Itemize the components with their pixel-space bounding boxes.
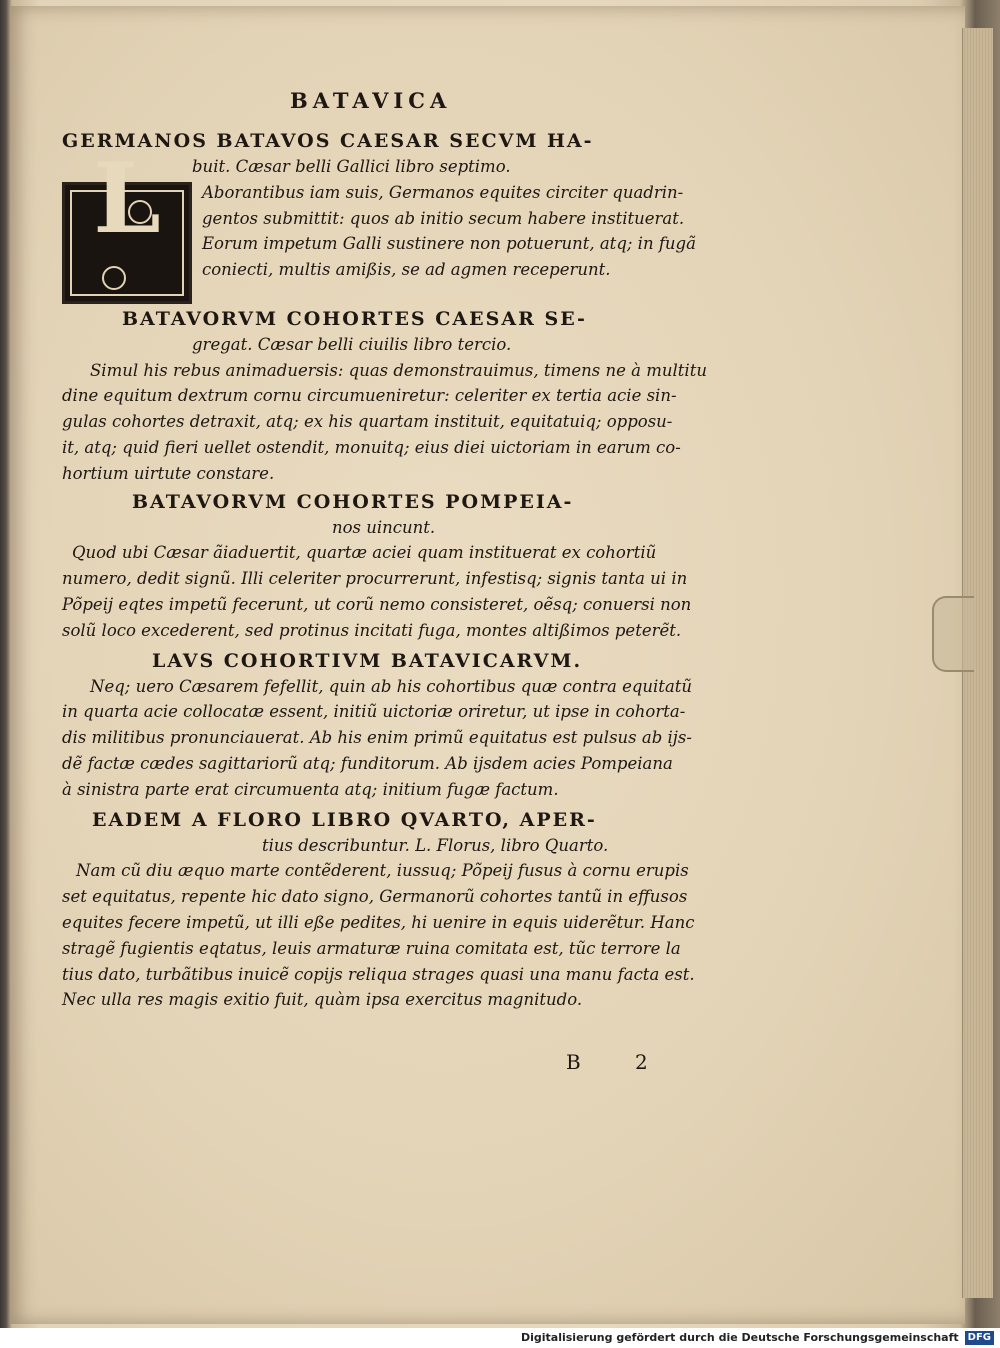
text-line: dine equitum dextrum cornu circumueniretur: celeriter ex tertia acie sin- (62, 386, 677, 406)
text-line: Aborantibus iam suis, Germanos equites circiter quadrin- (202, 182, 684, 202)
text-line: hortium uirtute constare. (62, 463, 275, 483)
text-line: solũ loco excederent, sed protinus incitati fuga, montes altißimos peterẽt. (62, 620, 682, 640)
text-line: Nec ulla res magis exitio fuit, quàm ipsa exercitus magnitudo. (62, 990, 583, 1010)
paragraph (62, 674, 732, 803)
text-line: coniecti, multis amißis, se ad agmen receperunt. (202, 260, 611, 280)
paragraph (62, 858, 732, 1013)
section-heading: LAVS COHORTIVM BATAVICARVM. (152, 649, 583, 672)
decorated-initial (62, 141, 192, 304)
section-subheading: gregat. Cæsar belli ciuilis libro tercio. (192, 334, 512, 354)
paragraph (62, 540, 732, 643)
page-clip-tab (932, 596, 974, 672)
text-line: it, atq; quid fieri uellet ostendit, monuitq; eius diei uictoriam in earum co- (62, 437, 681, 457)
text-line: tius dato, turbãtibus inuicẽ copijs reliqua strages quasi una manu facta est. (62, 964, 695, 984)
text-line: gentos submittit: quos ab initio secum habere instituerat. (202, 208, 685, 228)
section-laus-cohortium (62, 648, 732, 803)
text-line: Põpeij eqtes impetũ fecerunt, ut corũ nemo consisteret, oẽsq; conuersi non (62, 594, 692, 614)
section-subheading: tius describuntur. L. Florus, libro Quarto. (262, 835, 609, 855)
section-subheading: nos uincunt. (332, 517, 436, 537)
text-line: Nam cũ diu æquo marte contẽderent, iussuq; Põpeij fusus à cornu erupis (76, 861, 689, 881)
dfg-logo: DFG (965, 1331, 994, 1345)
section-heading: BATAVORVM COHORTES POMPEIA- (132, 490, 574, 513)
text-line: gulas cohortes detraxit, atq; ex his quartam instituit, equitatuiq; opposu- (62, 412, 673, 432)
section-florus (62, 807, 732, 1014)
section-heading: GERMANOS BATAVOS CAESAR SECVM HA- (62, 130, 594, 152)
catchword-signature: B 2 (566, 1050, 672, 1074)
running-head: BATAVICA (290, 88, 452, 113)
text-line: Eorum impetum Galli sustinere non potuerunt, atq; in fugã (202, 234, 696, 254)
text-line: equites fecere impetũ, ut illi eße pedites, hi uenire in equis uiderẽtur. Hanc (62, 912, 695, 932)
text-line: set equitatus, repente hic dato signo, Germanorũ cohortes tantũ in effusos (62, 887, 688, 907)
section-subheading: buit. Cæsar belli Gallici libro septimo. (192, 157, 511, 176)
text-line: Simul his rebus animaduersis: quas demonstrauimus, timens ne à multitu (90, 360, 707, 380)
paragraph (62, 358, 732, 487)
footer-text: Digitalisierung gefördert durch die Deutsche Forschungsgemeinschaft (520, 1331, 959, 1344)
text-line: numero, dedit signũ. Illi celeriter procurrerunt, infestisq; signis tanta ui in (62, 569, 688, 589)
section-pompeianos (62, 489, 732, 644)
text-line: dis militibus pronunciauerat. Ab his enim primũ equitatus est pulsus ab ijs- (62, 728, 692, 748)
funding-footer (0, 1328, 1000, 1348)
text-line: Quod ubi Cæsar ãiaduertit, quartæ aciei quam instituerat ex cohortiũ (72, 543, 657, 563)
section-heading: BATAVORVM COHORTES CAESAR SE- (122, 307, 587, 330)
text-line: dẽ factæ cædes sagittariorũ atq; funditorum. Ab ijsdem acies Pompeiana (62, 753, 673, 773)
text-line: à sinistra parte erat circumuenta atq; initium fugæ factum. (62, 779, 559, 799)
section-batavorum-cohortes (62, 306, 732, 487)
text-line: stragẽ fugientis eqtatus, leuis armaturæ ruina comitata est, tũc terrore la (62, 938, 681, 958)
section-heading: EADEM A FLORO LIBRO QVARTO, APER- (92, 808, 597, 831)
text-line: Neq; uero Cæsarem fefellit, quin ab his cohortibus quæ contra equitatũ (90, 676, 693, 696)
page-text (62, 128, 732, 1013)
text-line: in quarta acie collocatæ essent, initiũ uictoriæ oriretur, ut ipse in cohorta- (62, 702, 686, 722)
flower-ornament-icon (102, 266, 126, 290)
initial-letter: L (93, 141, 161, 255)
section-germanos (62, 128, 732, 304)
